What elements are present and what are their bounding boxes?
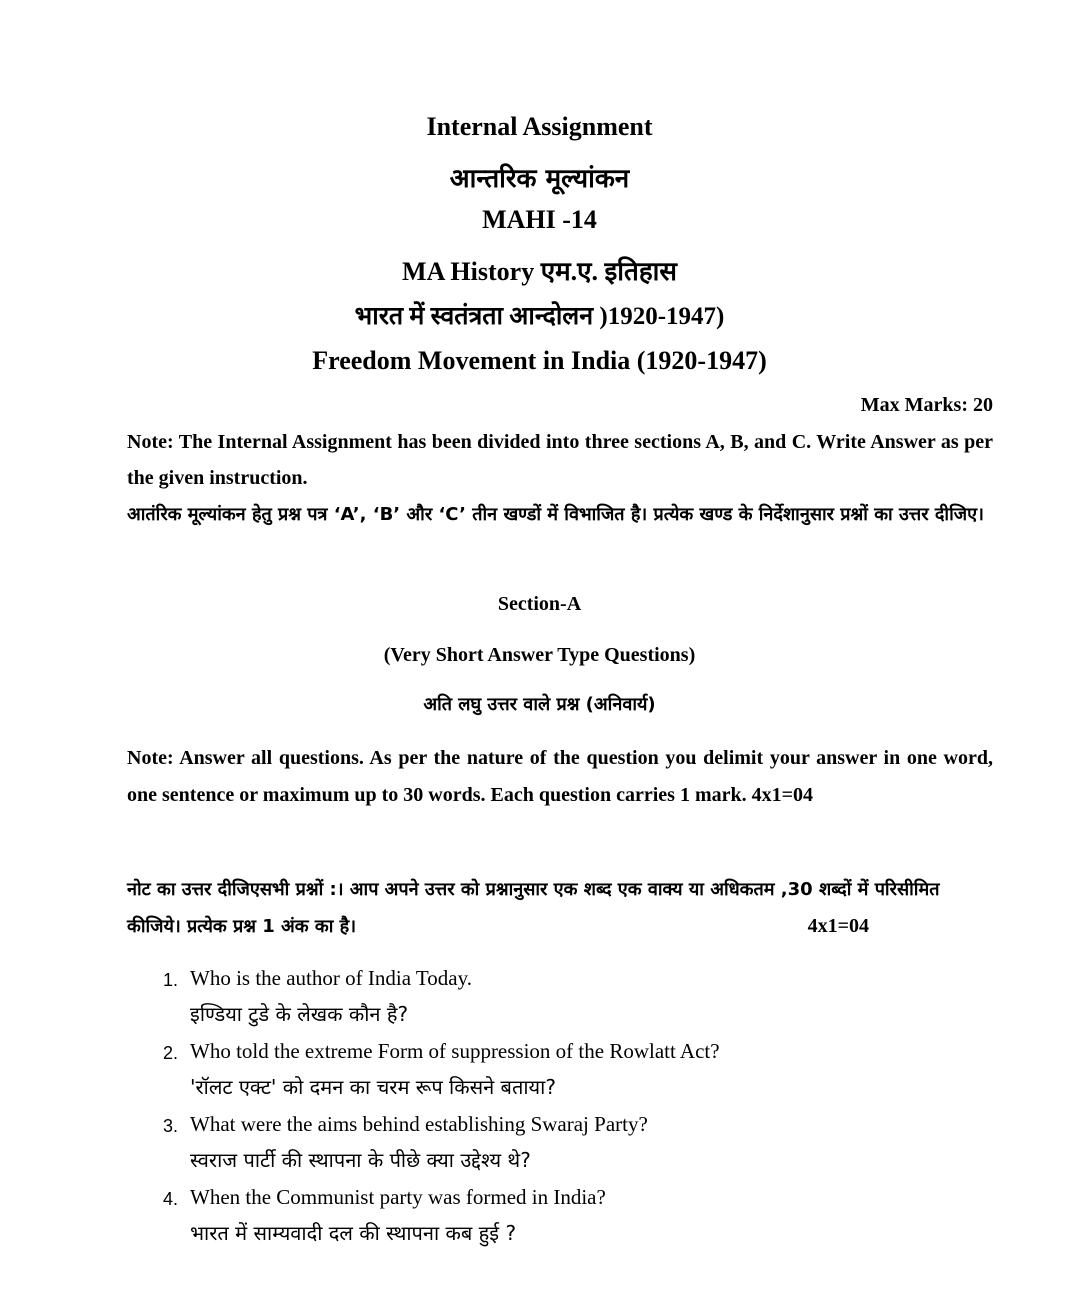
document-title: Internal Assignment [426,112,653,141]
question-list [150,966,950,1258]
question-text-hindi: इण्डिया टुडे के लेखक कौन है? [190,1002,409,1026]
paper-title-hindi: भारत में स्वतंत्रता आन्दोलन )1920-1947) [354,303,725,330]
section-note-hindi [127,871,993,945]
section-note: Note: Answer all questions. As per the nature of the question you delimit your answer in one word, one sentence or maximum up to 30 words. Each question carries 1 mark. 4x1=04 [127,747,993,806]
question-text-hindi: स्वराज पार्टी की स्थापना के पीछे क्या उद्देश्य थे? [190,1148,531,1172]
question-item [150,966,950,1039]
section-title: Section-A [497,593,582,615]
question-number: 1. [162,970,178,990]
section-subtitle-hindi: अति लघु उत्तर वाले प्रश्न (अनिवार्य) [423,694,656,715]
section-subtitle: (Very Short Answer Type Questions) [383,644,696,666]
paper-title: Freedom Movement in India (1920-1947) [312,346,767,375]
question-item [150,1112,950,1185]
question-item [150,1185,950,1258]
section-note-hindi-text: नोट का उत्तर दीजिएसभी प्रश्नों :। आप अपने उत्तर को प्रश्नानुसार एक शब्द एक वाक्य या अधिकतम ,30 शब्दों में परिसीमित कीजिये। प्रत्येक प्रश्न 1 अंक का है। [127,879,940,937]
section-note-hindi-marks: 4x1=04 [807,915,869,937]
question-text-hindi: 'रॉलट एक्ट' को दमन का चरम रूप किसने बताया? [190,1075,556,1099]
question-number: 2. [162,1043,178,1063]
question-number: 4. [162,1189,178,1209]
max-marks: Max Marks: 20 [860,394,993,416]
question-number: 3. [162,1116,178,1136]
question-text: What were the aims behind establishing Swaraj Party? [190,1112,648,1136]
question-text: Who told the extreme Form of suppression of the Rowlatt Act? [190,1039,720,1063]
question-item [150,1039,950,1112]
general-note-hindi: आतंरिक मूल्यांकन हेतु प्रश्न पत्र ‘A’, ‘B’ और ‘C’ तीन खण्डों में विभाजित है। प्रत्येक खण्ड के निर्देशानुसार प्रश्नों का उत्तर दीजिए। [127,504,984,525]
document-title-hindi: आन्तरिक मूल्यांकन [449,164,630,194]
question-text: When the Communist party was formed in India? [190,1185,606,1209]
question-text: Who is the author of India Today. [190,966,472,990]
course-code: MAHI -14 [482,205,597,234]
question-text-hindi: भारत में साम्यवादी दल की स्थापना कब हुई ? [190,1221,517,1245]
general-note: Note: The Internal Assignment has been divided into three sections A, B, and C. Write Answer as per the given instruction. [127,431,993,489]
program-name: MA History एम.ए. इतिहास [402,257,677,286]
